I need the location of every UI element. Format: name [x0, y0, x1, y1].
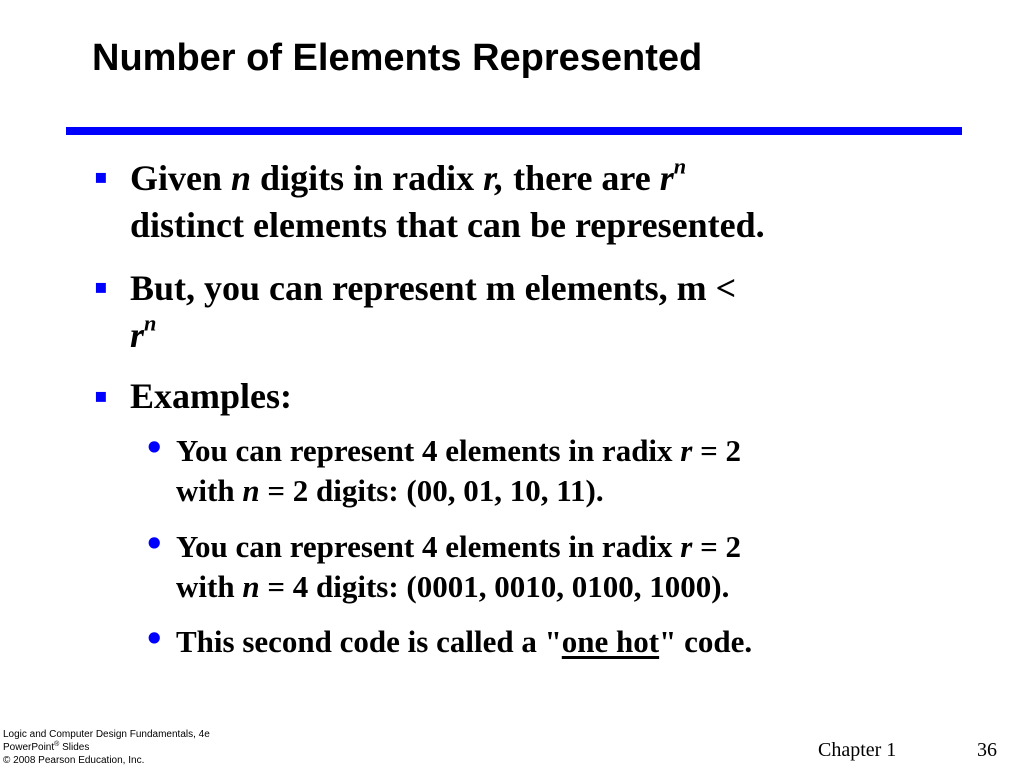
text-fragment: Examples: — [130, 376, 292, 416]
sub-bullet-example-radix-2-n-4 — [176, 527, 936, 607]
bullet-square-icon: ▪ — [94, 164, 108, 188]
sub-bullet-dot-icon: • — [144, 620, 165, 658]
var-r: r — [680, 529, 693, 564]
text-fragment: Slides — [59, 742, 90, 753]
var-n: n — [242, 569, 260, 604]
footer-book-title: Logic and Computer Design Fundamentals, 4e — [3, 729, 210, 740]
footer-chapter: Chapter 1 — [818, 739, 897, 761]
one-hot-emphasis: one hot — [561, 624, 660, 659]
text-fragment: distinct elements that can be represented. — [130, 205, 765, 245]
text-fragment: = 2 — [692, 529, 742, 564]
text-fragment: PowerPoint — [3, 742, 55, 753]
footer-copyright: © 2008 Pearson Education, Inc. — [3, 755, 145, 766]
var-n: n — [231, 158, 252, 198]
bullet-square-icon: ▪ — [94, 274, 108, 298]
sub-bullet-example-radix-2-n-2 — [176, 431, 936, 511]
sub-bullet-one-hot-code — [176, 622, 936, 662]
text-fragment: But, you can represent m elements, m < — [130, 268, 737, 308]
var-r-base: r — [130, 315, 145, 355]
slide-title: Number of Elements Represented — [92, 37, 703, 79]
text-fragment: with — [176, 569, 243, 604]
text-fragment: = 2 — [692, 433, 742, 468]
bullet-represent-m-elements — [130, 265, 950, 359]
sub-bullet-dot-icon: • — [144, 525, 165, 563]
var-r-base: r — [659, 158, 674, 198]
var-r: r — [680, 433, 693, 468]
bullet-examples — [130, 373, 950, 420]
text-fragment: digits in radix — [251, 158, 484, 198]
text-fragment: Given — [130, 158, 232, 198]
footer-powerpoint-slides — [3, 741, 210, 754]
text-fragment: with — [176, 473, 243, 508]
text-fragment: You can represent 4 elements in radix — [176, 529, 681, 564]
page-number: 36 — [977, 739, 997, 761]
var-n: n — [242, 473, 260, 508]
text-fragment: This second code is called a " — [176, 624, 562, 659]
sub-bullet-dot-icon: • — [144, 429, 165, 467]
text-fragment: = 4 digits: (0001, 0010, 0100, 1000). — [259, 569, 730, 604]
var-n-exponent: n — [144, 310, 157, 336]
text-fragment: You can represent 4 elements in radix — [176, 433, 681, 468]
var-n-exponent: n — [673, 153, 687, 179]
footer-credits — [3, 728, 210, 767]
text-fragment: there are — [504, 158, 660, 198]
bullet-square-icon: ▪ — [94, 383, 108, 407]
text-fragment: " code. — [659, 624, 753, 659]
bullet-given-n-digits — [130, 155, 950, 249]
registered-mark: ® — [54, 741, 60, 748]
var-r: r, — [483, 158, 505, 198]
text-fragment: = 2 digits: (00, 01, 10, 11). — [259, 473, 604, 508]
